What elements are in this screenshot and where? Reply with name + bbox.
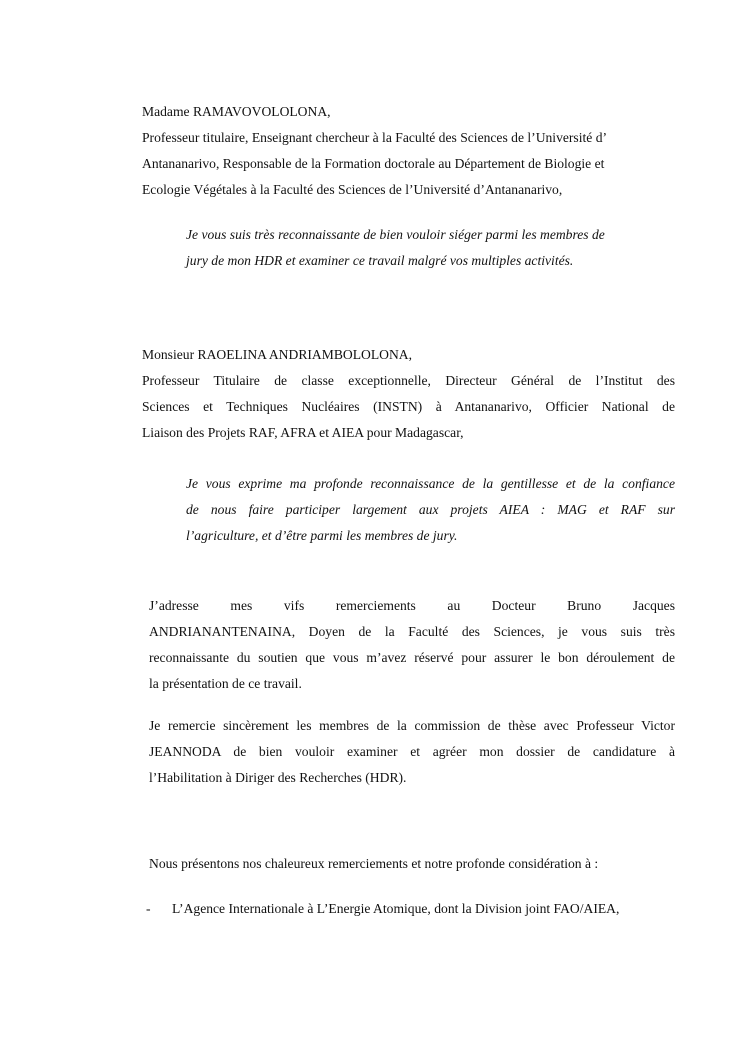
title-line: Antananarivo, Responsable de la Formation doctorale au Département de Biologie et xyxy=(142,156,605,171)
bullet-item: L’Agence Internationale à L’Energie Atomique, dont la Division joint FAO/AIEA, xyxy=(172,901,620,916)
paragraph-doyen xyxy=(149,593,675,697)
paragraph-line: reconnaissante du soutien que vous m’avez réservé pour assurer le bon déroulement de xyxy=(149,650,675,665)
paragraph-line: JEANNODA de bien vouloir examiner et agréer mon dossier de candidature à xyxy=(149,744,675,759)
paragraph-line: ANDRIANANTENAINA, Doyen de la Faculté des Sciences, je vous suis très xyxy=(149,624,675,639)
title-line: Professeur titulaire, Enseignant chercheur à la Faculté des Sciences de l’Université d’ xyxy=(142,130,608,145)
paragraph-line: J’adresse mes vifs remerciements au Docteur Bruno Jacques xyxy=(149,598,675,613)
title-line: Professeur Titulaire de classe exceptionnelle, Directeur Général de l’Institut des xyxy=(142,373,675,388)
paragraph-line: Je remercie sincèrement les membres de la commission de thèse avec Professeur Victor xyxy=(149,718,675,733)
paragraph-line: l’Habilitation à Diriger des Recherches (HDR). xyxy=(149,770,407,785)
thanks-raoelina xyxy=(186,471,675,549)
section-ramavovololona xyxy=(142,99,662,203)
title-line: Ecologie Végétales à la Faculté des Sciences de l’Université d’Antananarivo, xyxy=(142,182,563,197)
paragraph-line: la présentation de ce travail. xyxy=(149,676,302,691)
paragraph-line: Nous présentons nos chaleureux remerciements et notre profonde considération à : xyxy=(149,856,599,871)
person-name: Monsieur RAOELINA ANDRIAMBOLOLONA, xyxy=(142,347,412,362)
paragraph-commission xyxy=(149,713,675,791)
bullet-marker: - xyxy=(146,901,151,916)
thanks-line: de nous faire participer largement aux projets AIEA : MAG et RAF sur xyxy=(186,502,675,517)
thanks-line: l’agriculture, et d’être parmi les membres de jury. xyxy=(186,528,458,543)
thanks-line: jury de mon HDR et examiner ce travail malgré vos multiples activités. xyxy=(186,253,574,268)
thanks-ramavovololona xyxy=(186,222,656,274)
paragraph-consideration xyxy=(149,851,675,877)
title-line: Sciences et Techniques Nucléaires (INSTN) à Antananarivo, Officier National de xyxy=(142,399,675,414)
thanks-line: Je vous suis très reconnaissante de bien vouloir siéger parmi les membres de xyxy=(186,227,605,242)
person-name: Madame RAMAVOVOLOLONA, xyxy=(142,104,331,119)
section-raoelina xyxy=(142,342,675,446)
thanks-line: Je vous exprime ma profonde reconnaissance de la gentillesse et de la confiance xyxy=(186,476,675,491)
title-line: Liaison des Projets RAF, AFRA et AIEA pour Madagascar, xyxy=(142,425,464,440)
